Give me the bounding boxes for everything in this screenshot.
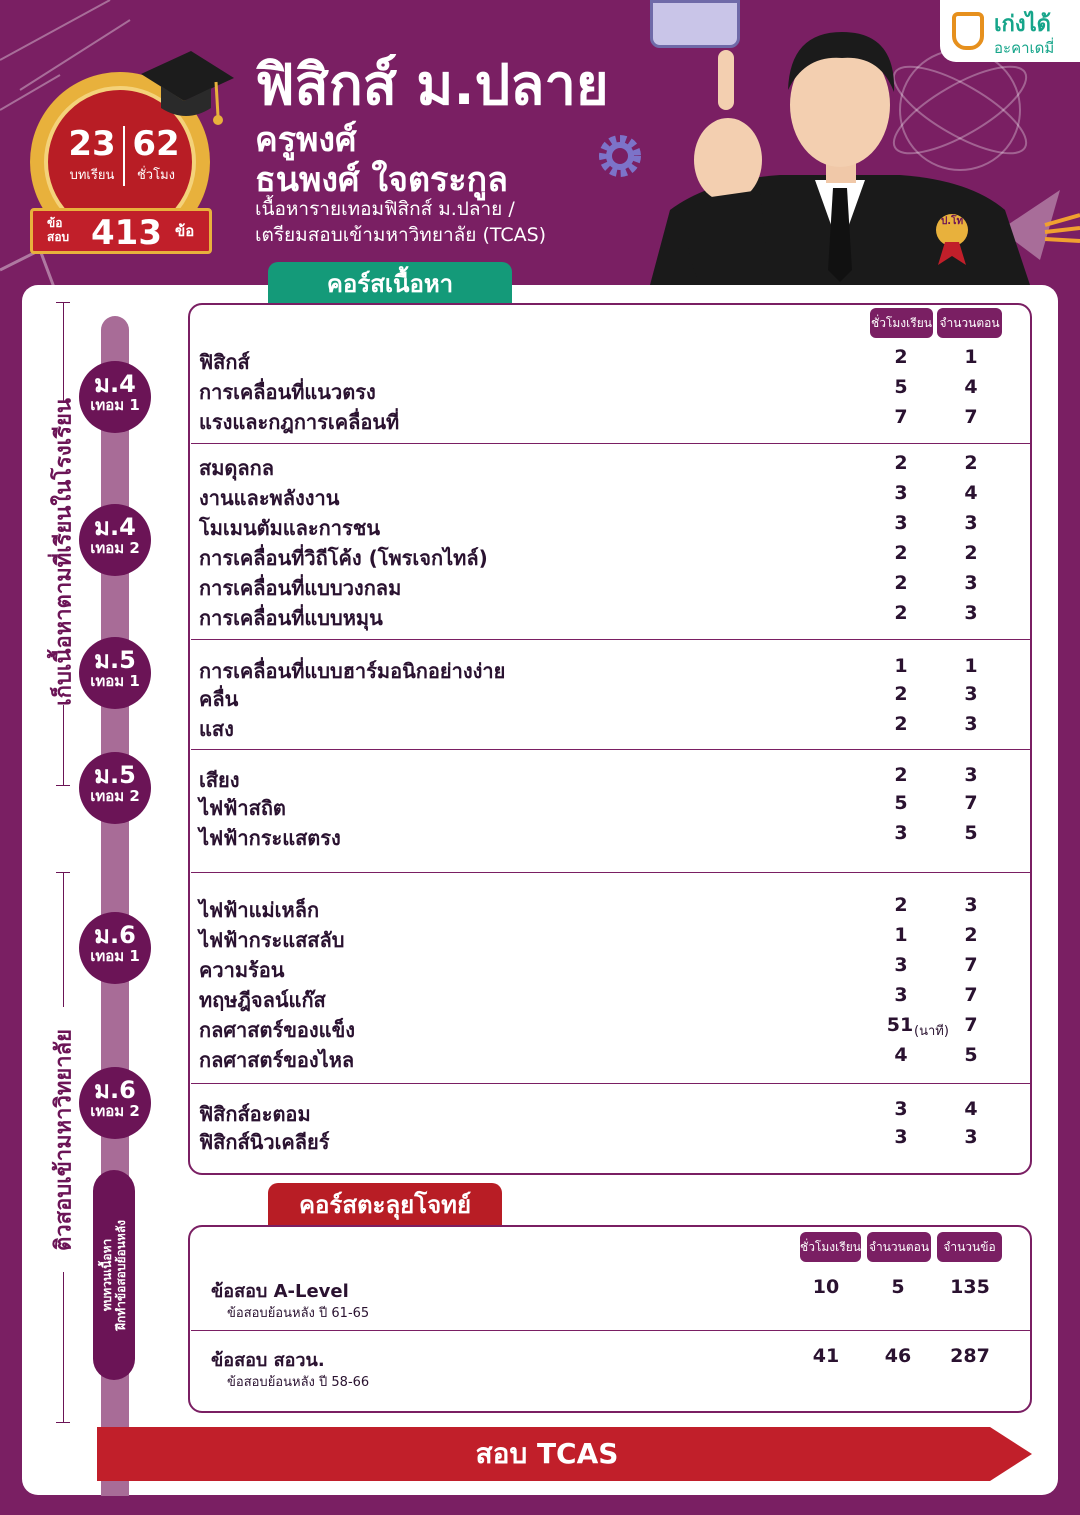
course-row-hours: 3: [894, 954, 908, 976]
course-row-episodes: 3: [964, 764, 978, 786]
practice-row-hours: 41: [812, 1345, 840, 1367]
course-row-hours: 7: [894, 406, 908, 428]
term-level: ม.4: [94, 370, 136, 398]
term-level: ม.5: [94, 646, 136, 674]
course-row-episodes: 3: [964, 894, 978, 916]
course-row-name: การเคลื่อนที่แบบฮาร์มอนิกอย่างง่าย: [199, 659, 506, 683]
side-label-school: เก็บเนื้อหาตามที่เรียนในโรงเรียน: [51, 398, 77, 706]
course-row-episodes: 3: [964, 602, 978, 624]
tab-content-course: คอร์สเนื้อหา: [268, 262, 512, 306]
course-row-episodes: 1: [964, 655, 978, 677]
hours-count: 62: [132, 124, 180, 164]
course-row-episodes: 4: [964, 482, 978, 504]
group-divider: [191, 1083, 1030, 1084]
course-row-name: ไฟฟ้าแม่เหล็ก: [199, 898, 320, 922]
tab-practice-course: คอร์สตะลุยโจทย์: [268, 1183, 502, 1227]
course-row-hours: 2: [894, 894, 908, 916]
side-bracket-tick: [56, 302, 70, 303]
column-header-episodes: จำนวนตอน: [867, 1232, 931, 1262]
course-row-name: โมเมนตัมและการชน: [199, 516, 381, 540]
review-line-1: ทบทวนเนื้อหา: [100, 1238, 114, 1312]
course-row-episodes: 7: [964, 1014, 978, 1036]
brand-logo[interactable]: [940, 0, 1080, 62]
course-row-hours: 3: [894, 984, 908, 1006]
practice-row-sub: ข้อสอบย้อนหลัง ปี 58-66: [227, 1375, 370, 1390]
course-row-hours: 2: [894, 683, 908, 705]
review-line-2: ฝึกทำข้อสอบย้อนหลัง: [114, 1219, 128, 1331]
course-row-episodes: 3: [964, 713, 978, 735]
course-row-name: ฟิสิกส์นิวเคลียร์: [199, 1130, 330, 1154]
course-row-name: ทฤษฎีจลน์แก๊ส: [199, 988, 326, 1012]
course-row-episodes: 2: [964, 452, 978, 474]
course-row-episodes: 2: [964, 542, 978, 564]
term-semester: เทอม 2: [90, 539, 140, 557]
practice-row-name: ข้อสอบ A-Level: [211, 1281, 349, 1302]
course-row-episodes: 7: [964, 954, 978, 976]
review-label: [100, 1220, 128, 1330]
course-row-episodes: 7: [964, 406, 978, 428]
group-divider: [191, 1330, 1030, 1331]
course-row-episodes: 7: [964, 984, 978, 1006]
course-row-hours: 1: [894, 924, 908, 946]
course-row-episodes: 3: [964, 683, 978, 705]
course-row-hours: 3: [894, 1126, 908, 1148]
practice-row-questions: 287: [950, 1345, 990, 1367]
course-row-episodes: 4: [964, 1098, 978, 1120]
term-semester: เทอม 1: [90, 947, 140, 965]
graduation-cap-icon: [136, 46, 236, 136]
hours-label: ชั่วโมง: [136, 168, 176, 183]
tcas-label: สอบ TCAS: [475, 1437, 619, 1470]
course-row-hours: 3: [894, 1098, 908, 1120]
practice-row-sub: ข้อสอบย้อนหลัง ปี 61-65: [227, 1306, 370, 1321]
course-row-name: การเคลื่อนที่วิถีโค้ง (โพรเจกไทล์): [199, 546, 488, 570]
practice-row-name: ข้อสอบ สอวน.: [211, 1350, 325, 1371]
course-description: [255, 196, 546, 248]
column-header-episodes: จำนวนตอน: [937, 308, 1002, 338]
course-row-hours: 2: [894, 572, 908, 594]
course-row-episodes: 5: [964, 1044, 978, 1066]
course-row-name: การเคลื่อนที่แบบหมุน: [199, 606, 383, 630]
course-row-episodes: 1: [964, 346, 978, 368]
term-semester: เทอม 1: [90, 672, 140, 690]
course-row-episodes: 3: [964, 572, 978, 594]
teacher-nickname: ครูพงศ์: [255, 120, 357, 160]
term-semester: เทอม 2: [90, 787, 140, 805]
term-marker: [79, 361, 151, 433]
practice-row-episodes: 46: [884, 1345, 912, 1367]
course-row-episodes: 2: [964, 924, 978, 946]
course-row-hours: 4: [894, 1044, 908, 1066]
side-bracket-line: [63, 705, 64, 785]
course-row-hours: 2: [894, 713, 908, 735]
exam-unit: ข้อ: [175, 222, 195, 240]
term-level: ม.6: [94, 921, 136, 949]
course-row-name: ไฟฟ้ากระแสสลับ: [199, 928, 345, 952]
exam-label-1: ข้อ: [47, 216, 63, 230]
practice-row-episodes: 5: [891, 1276, 905, 1298]
practice-row-questions: 135: [950, 1276, 990, 1298]
term-marker: [79, 504, 151, 576]
group-divider: [191, 749, 1030, 750]
side-label-university: ติวสอบเข้ามหาวิทยาลัย: [51, 1029, 77, 1251]
course-row-name: เสียง: [199, 768, 240, 792]
course-row-hours: 1: [894, 655, 908, 677]
course-row-name: กลศาสตร์ของไหล: [199, 1048, 355, 1072]
logo-text-main: เก่งได้: [994, 12, 1051, 37]
course-row-episodes: 5: [964, 822, 978, 844]
desc-line-2: เตรียมสอบเข้ามหาวิทยาลัย (TCAS): [255, 224, 547, 246]
term-semester: เทอม 1: [90, 396, 140, 414]
side-bracket-line: [63, 872, 64, 1007]
course-row-episodes: 4: [964, 376, 978, 398]
term-level: ม.4: [94, 513, 136, 541]
page-title: ฟิสิกส์ ม.ปลาย: [255, 53, 609, 118]
gear-icon: [594, 130, 646, 182]
course-row-hours: 3: [894, 512, 908, 534]
lessons-label: บทเรียน: [69, 168, 115, 183]
term-level: ม.6: [94, 1076, 136, 1104]
course-row-hours: 5: [894, 376, 908, 398]
course-row-episodes: 7: [964, 792, 978, 814]
course-row-name: ไฟฟ้ากระแสตรง: [199, 826, 341, 850]
term-marker: [79, 752, 151, 824]
column-header-questions: จำนวนข้อ: [937, 1232, 1002, 1262]
course-row-name: กลศาสตร์ของแข็ง: [199, 1018, 356, 1042]
logo-text-sub: อะคาเดมี่: [994, 39, 1055, 57]
column-header-hours: ชั่วโมงเรียน: [800, 1232, 861, 1262]
course-row-name: แรงและกฎการเคลื่อนที่: [199, 410, 400, 434]
term-semester: เทอม 2: [90, 1102, 140, 1120]
exam-ribbon: [30, 208, 212, 254]
side-bracket-line: [63, 302, 64, 402]
course-row-hours: 2: [894, 764, 908, 786]
course-row-name: สมดุลกล: [199, 456, 274, 480]
side-bracket-tick: [56, 785, 70, 786]
course-row-hours: 3: [894, 822, 908, 844]
term-level: ม.5: [94, 761, 136, 789]
group-divider: [191, 872, 1030, 873]
group-divider: [191, 443, 1030, 444]
course-row-name: งานและพลังงาน: [199, 486, 340, 510]
course-row-name: ไฟฟ้าสถิต: [199, 796, 286, 820]
column-header-hours: ชั่วโมงเรียน: [870, 308, 933, 338]
exam-label-2: สอบ: [47, 230, 70, 244]
course-row-name: ความร้อน: [199, 958, 285, 982]
badge-divider: [123, 126, 125, 186]
course-row-name: การเคลื่อนที่แบบวงกลม: [199, 576, 402, 600]
course-row-hours: 2: [894, 602, 908, 624]
lessons-count: 23: [68, 124, 116, 164]
side-bracket-line: [63, 1272, 64, 1422]
side-bracket-tick: [56, 1422, 70, 1423]
course-row-name: คลื่น: [199, 687, 239, 711]
desc-line-1: เนื้อหารายเทอมฟิสิกส์ ม.ปลาย /: [255, 198, 515, 220]
side-bracket-tick: [56, 872, 70, 873]
course-row-name: การเคลื่อนที่แนวตรง: [199, 380, 376, 404]
course-row-name: ฟิสิกส์อะตอม: [199, 1102, 311, 1126]
course-row-hours: 3: [894, 482, 908, 504]
exam-count: 413: [91, 213, 162, 253]
degree-pin: ป.โท: [940, 216, 964, 227]
course-row-hours: 2: [894, 542, 908, 564]
practice-row-hours: 10: [812, 1276, 840, 1298]
teacher-name: ธนพงศ์ ใจตระกูล: [255, 160, 508, 200]
logo-mark-icon: [952, 12, 984, 50]
course-row-name: แสง: [199, 717, 234, 741]
course-row-episodes: 3: [964, 512, 978, 534]
course-row-episodes: 3: [964, 1126, 978, 1148]
course-row-hours-unit: (นาที): [914, 1024, 949, 1039]
group-divider: [191, 639, 1030, 640]
course-row-hours: 51: [886, 1014, 914, 1036]
course-row-name: ฟิสิกส์: [199, 350, 250, 374]
term-marker: [79, 912, 151, 984]
course-row-hours: 5: [894, 792, 908, 814]
course-row-hours: 2: [894, 452, 908, 474]
course-row-hours: 2: [894, 346, 908, 368]
term-marker: [79, 637, 151, 709]
term-marker: [79, 1067, 151, 1139]
